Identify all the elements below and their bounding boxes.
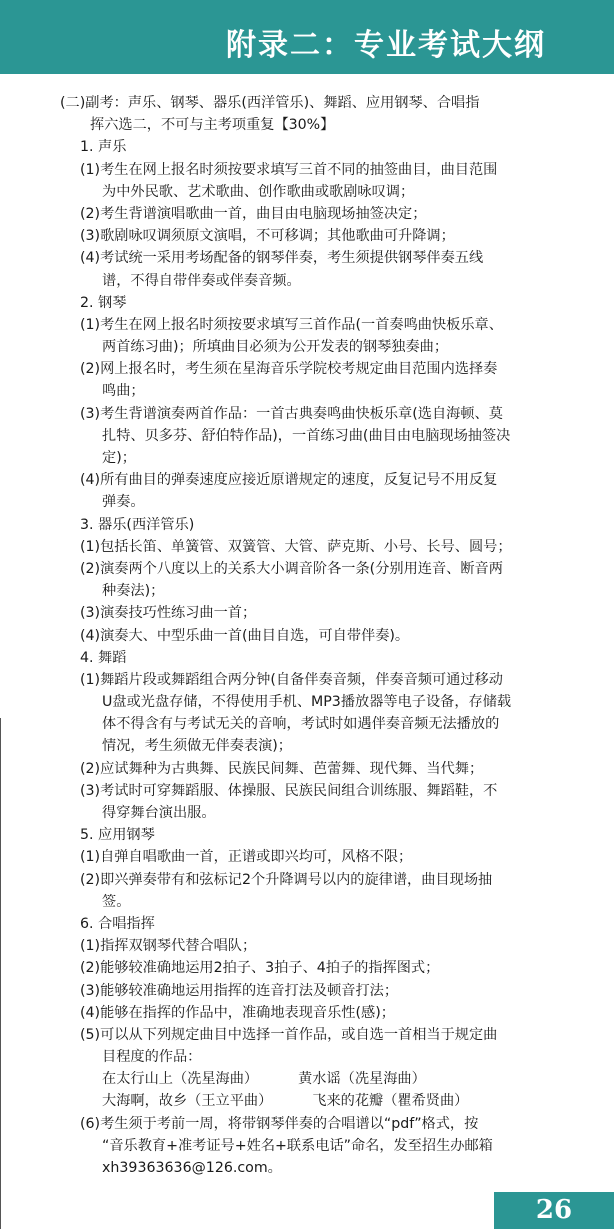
list-item: (2)演奏两个八度以上的关系大小调音阶各一条(分别用连音、断音两 — [80, 560, 503, 577]
list-item-continued: 情况，考生须做无伴奏表演)； — [102, 738, 292, 755]
page-title: 附录二：专业考试大纲 — [226, 28, 546, 63]
list-item-continued: 两首练习曲)；所填曲目必须为公开发表的钢琴独奏曲； — [102, 339, 449, 356]
list-item: (3)演奏技巧性练习曲一首； — [80, 605, 257, 622]
document-body — [60, 92, 580, 1179]
right-margin — [596, 74, 614, 1192]
list-item: (1)考生在网上报名时须按要求填写三首不同的抽签曲目，曲目范围 — [80, 161, 498, 178]
list-item: (2)能够较准确地运用2拍子、3拍子、4拍子的指挥图式； — [80, 960, 440, 977]
list-item: (1)舞蹈片段或舞蹈组合两分钟(自备伴奏音频，伴奏音频可通过移动 — [80, 671, 503, 688]
list-item: (2)即兴弹奏带有和弦标记2个升降调号以内的旋律谱，曲目现场抽 — [80, 871, 493, 888]
list-item-continued: 得穿舞台演出服。 — [102, 805, 216, 821]
repertoire-title: 飞来的花瓣（瞿希贤曲） — [312, 1093, 469, 1110]
list-item: (3)歌剧咏叹调须原文演唱，不可移调；其他歌曲可升降调； — [80, 228, 455, 245]
list-item: (6)考生须于考前一周，将带钢琴伴奏的合唱谱以“pdf”格式，按 — [80, 1115, 479, 1132]
list-item: (3)考试时可穿舞蹈服、体操服、民族民间组合训练服、舞蹈鞋，不 — [80, 782, 498, 799]
list-item: (4)所有曲目的弹奏速度应接近原谱规定的速度，反复记号不用反复 — [80, 472, 498, 489]
page-number: 26 — [494, 1192, 614, 1229]
repertoire-row — [60, 1090, 580, 1112]
section-heading: 1. 声乐 — [80, 139, 127, 156]
intro-line-continued: 挥六选二，不可与主考项重复【30%】 — [90, 117, 335, 134]
left-edge-rule — [0, 718, 1, 1229]
list-item-continued: “音乐教育+准考证号+姓名+联系电话”命名，发至招生办邮箱 — [102, 1137, 493, 1154]
intro-line: (二)副考：声乐、钢琴、器乐(西洋管乐)、舞蹈、应用钢琴、合唱指 — [60, 95, 480, 111]
list-item: (1)包括长笛、单簧管、双簧管、大管、萨克斯、小号、长号、圆号； — [80, 538, 512, 555]
list-item-continued: U盘或光盘存储，不得使用手机、MP3播放器等电子设备，存储载 — [102, 694, 512, 711]
section-heading: 6. 合唱指挥 — [80, 915, 155, 932]
list-item-continued: 定)； — [102, 450, 136, 466]
repertoire-row — [60, 1068, 580, 1090]
list-item-continued: 目程度的作品： — [102, 1049, 202, 1066]
list-item: (2)考生背谱演唱歌曲一首，曲目由电脑现场抽签决定； — [80, 205, 427, 222]
list-item: (5)可以从下列规定曲目中选择一首作品，或自选一首相当于规定曲 — [80, 1026, 498, 1043]
list-item-continued: 谱，不得自带伴奏或伴奏音频。 — [102, 272, 301, 289]
section-heading: 4. 舞蹈 — [80, 649, 127, 666]
section-heading: 2. 钢琴 — [80, 294, 127, 311]
list-item-continued: 种奏法)； — [102, 583, 165, 600]
list-item-continued: 鸣曲； — [102, 383, 145, 400]
list-item-continued: 扎特、贝多芬、舒伯特作品)，一首练习曲(曲目由电脑现场抽签决 — [102, 427, 511, 444]
list-item: (2)应试舞种为古典舞、民族民间舞、芭蕾舞、现代舞、当代舞； — [80, 760, 484, 777]
list-item: (1)指挥双钢琴代替合唱队； — [80, 938, 257, 955]
list-item: (2)网上报名时，考生须在星海音乐学院校考规定曲目范围内选择奏 — [80, 361, 498, 378]
list-item-continued: 体不得含有与考试无关的音响，考试时如遇伴奏音频无法播放的 — [102, 716, 500, 733]
list-item: (4)演奏大、中型乐曲一首(曲目自选，可自带伴奏)。 — [80, 627, 410, 644]
list-item: (3)考生背谱演奏两首作品：一首古典奏鸣曲快板乐章(选自海顿、莫 — [80, 405, 503, 422]
list-item: (4)考试统一采用考场配备的钢琴伴奏，考生须提供钢琴伴奏五线 — [80, 250, 484, 267]
repertoire-title: 大海啊，故乡（王立平曲） — [102, 1093, 273, 1110]
repertoire-title: 在太行山上（冼星海曲） — [102, 1071, 259, 1088]
list-item: (1)自弹自唱歌曲一首，正谱或即兴均可，风格不限； — [80, 849, 413, 866]
page-header-band — [0, 0, 614, 74]
list-item-continued: 弹奏。 — [102, 494, 145, 511]
repertoire-title: 黄水谣（冼星海曲） — [298, 1071, 426, 1088]
list-item: (1)考生在网上报名时须按要求填写三首作品(一首奏鸣曲快板乐章、 — [80, 316, 503, 333]
list-item-continued: 为中外民歌、艺术歌曲、创作歌曲或歌剧咏叹调； — [102, 183, 415, 200]
section-heading: 5. 应用钢琴 — [80, 827, 155, 844]
list-item: (3)能够较准确地运用指挥的连音打法及顿音打法； — [80, 982, 399, 999]
list-item-continued: xh39363636@126.com。 — [102, 1160, 282, 1176]
section-heading: 3. 器乐(西洋管乐) — [80, 516, 195, 533]
list-item: (4)能够在指挥的作品中，准确地表现音乐性(感)； — [80, 1004, 395, 1021]
list-item-continued: 签。 — [102, 893, 131, 910]
